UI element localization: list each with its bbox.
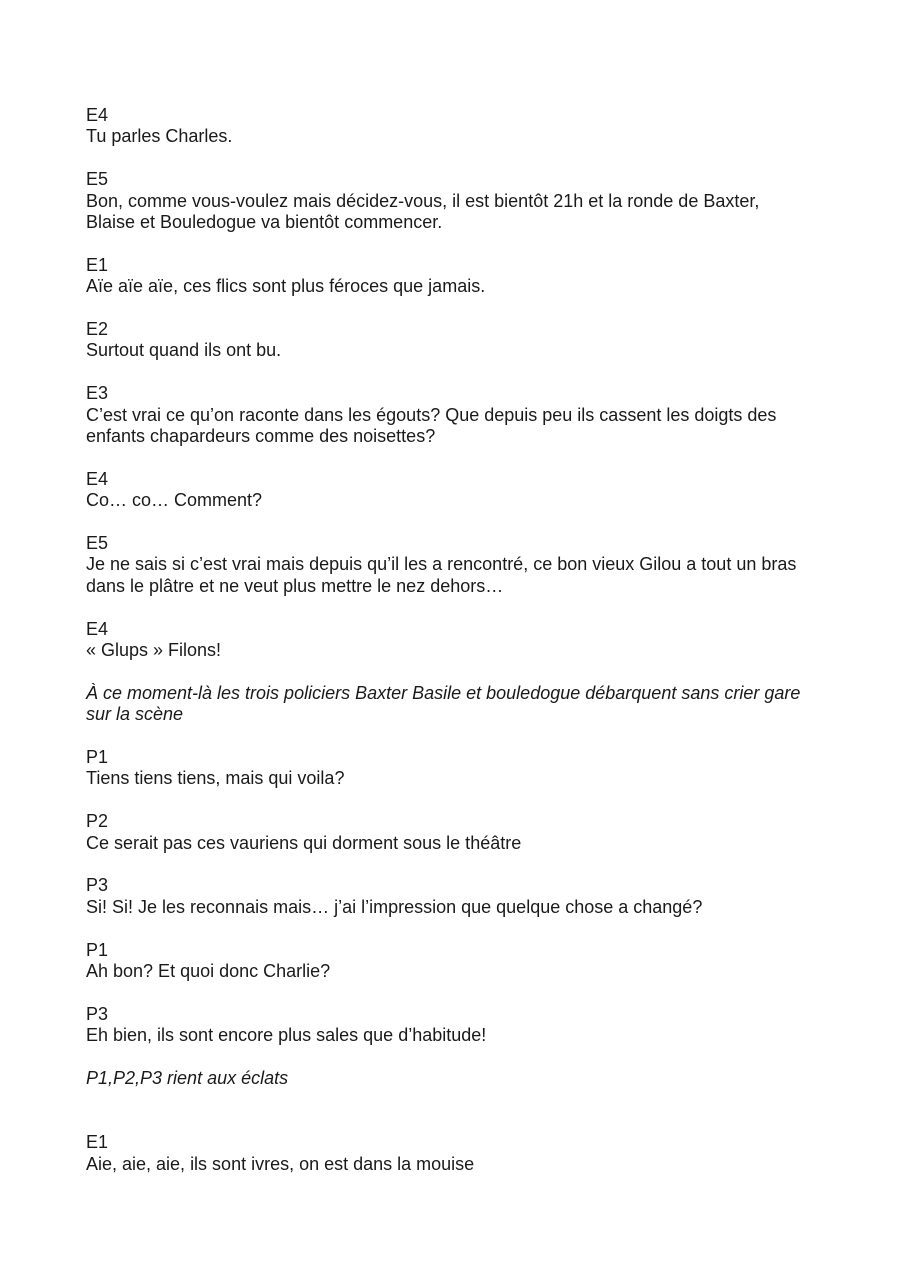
dialogue-block bbox=[86, 533, 846, 597]
dialogue-line: dans le plâtre et ne veut plus mettre le nez dehors… bbox=[86, 575, 504, 596]
dialogue-block bbox=[86, 1132, 846, 1175]
speaker-label: P1 bbox=[86, 747, 109, 768]
stage-direction-line: P1,P2,P3 rient aux éclats bbox=[86, 1068, 289, 1089]
dialogue-block bbox=[86, 255, 846, 298]
dialogue-line: enfants chapardeurs comme des noisettes? bbox=[86, 426, 436, 447]
dialogue-line: C’est vrai ce qu’on raconte dans les égouts? Que depuis peu ils cassent les doigts des bbox=[86, 404, 777, 425]
speaker-label: E4 bbox=[86, 105, 109, 125]
speaker-label: E1 bbox=[86, 254, 109, 275]
dialogue-line: Blaise et Bouledogue va bientôt commencer. bbox=[86, 212, 443, 233]
dialogue-line: Tiens tiens tiens, mais qui voila? bbox=[86, 768, 345, 789]
speaker-label: P2 bbox=[86, 811, 109, 832]
speaker-label: E1 bbox=[86, 1132, 109, 1153]
dialogue-line: Si! Si! Je les reconnais mais… j’ai l’impression que quelque chose a changé? bbox=[86, 896, 703, 917]
dialogue-block bbox=[86, 319, 846, 362]
speaker-label: P3 bbox=[86, 875, 109, 896]
dialogue-line: Aie, aie, aie, ils sont ivres, on est dans la mouise bbox=[86, 1153, 475, 1174]
dialogue-block bbox=[86, 169, 846, 233]
dialogue-block bbox=[86, 383, 846, 447]
dialogue-line: Ah bon? Et quoi donc Charlie? bbox=[86, 961, 331, 982]
stage-direction bbox=[86, 1068, 846, 1089]
stage-direction-line: À ce moment-là les trois policiers Baxter Basile et bouledogue débarquent sans crier gare bbox=[86, 682, 801, 703]
speaker-label: E4 bbox=[86, 618, 109, 639]
speaker-label: E3 bbox=[86, 383, 109, 404]
dialogue-line: Tu parles Charles. bbox=[86, 126, 233, 147]
dialogue-line: Aïe aïe aïe, ces flics sont plus féroces que jamais. bbox=[86, 276, 486, 297]
script-content bbox=[86, 105, 846, 1196]
speaker-label: E5 bbox=[86, 533, 109, 554]
dialogue-block bbox=[86, 811, 846, 854]
speaker-label: E4 bbox=[86, 468, 109, 489]
speaker-label: P1 bbox=[86, 939, 109, 960]
dialogue-block bbox=[86, 105, 846, 148]
dialogue-line: Bon, comme vous-voulez mais décidez-vous, il est bientôt 21h et la ronde de Baxter, bbox=[86, 190, 760, 211]
dialogue-line: « Glups » Filons! bbox=[86, 640, 222, 661]
dialogue-line: Co… co… Comment? bbox=[86, 490, 263, 511]
dialogue-block bbox=[86, 1004, 846, 1047]
speaker-label: E5 bbox=[86, 169, 109, 190]
dialogue-block bbox=[86, 469, 846, 512]
dialogue-line: Ce serait pas ces vauriens qui dorment sous le théâtre bbox=[86, 832, 522, 853]
speaker-label: P3 bbox=[86, 1003, 109, 1024]
dialogue-block bbox=[86, 940, 846, 983]
dialogue-line: Surtout quand ils ont bu. bbox=[86, 340, 282, 361]
speaker-label: E2 bbox=[86, 319, 109, 340]
dialogue-block bbox=[86, 747, 846, 790]
dialogue-line: Je ne sais si c’est vrai mais depuis qu’il les a rencontré, ce bon vieux Gilou a tout un bras bbox=[86, 554, 797, 575]
dialogue-block bbox=[86, 619, 846, 662]
dialogue-line: Eh bien, ils sont encore plus sales que d’habitude! bbox=[86, 1025, 487, 1046]
dialogue-block bbox=[86, 875, 846, 918]
stage-direction-line: sur la scène bbox=[86, 704, 184, 725]
stage-direction bbox=[86, 683, 846, 726]
